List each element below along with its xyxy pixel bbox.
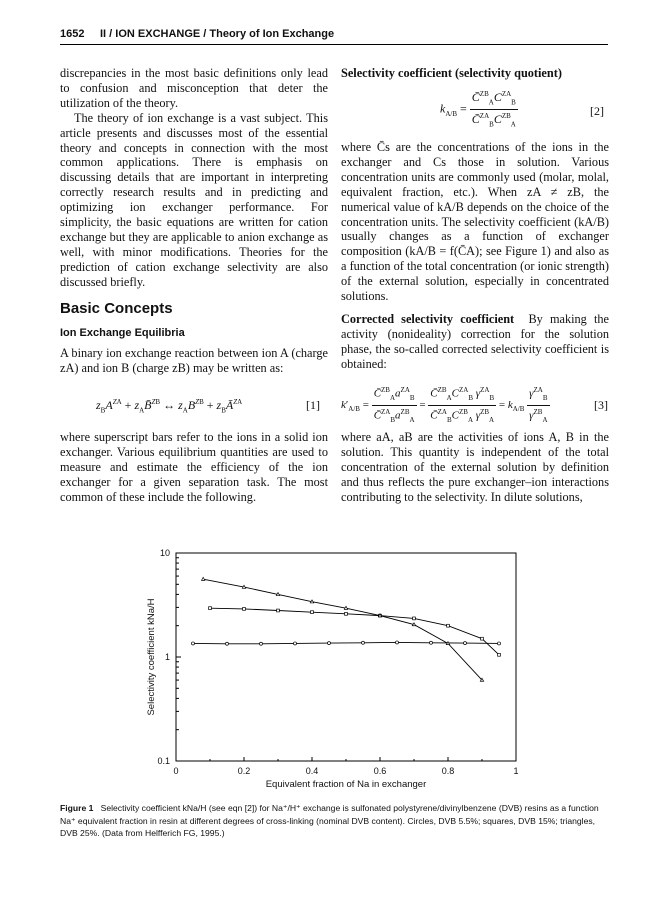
data-point-square bbox=[481, 637, 484, 640]
data-point-circle bbox=[430, 641, 433, 644]
data-point-circle bbox=[498, 642, 501, 645]
data-point-triangle bbox=[202, 577, 205, 580]
heading-basic-concepts: Basic Concepts bbox=[60, 300, 173, 317]
data-point-square bbox=[413, 617, 416, 620]
left-paragraph-2: The theory of ion exchange is a vast subject. This article presents and discusses most of the essential theory and concepts in connection with the most common applications. There is emphasis on discussing details that are important in interpreting correctly research results and in predicting and optimizing ion exchanger performance. For simplicity, the basic equations are written for cation exchange but they are applicable to anion exchange as well, with minor modifications. Theories for the prediction of cation exchange selectivity are also discussed briefly. bbox=[60, 110, 328, 289]
series-line-square bbox=[210, 608, 499, 655]
figure-1-caption bbox=[60, 802, 608, 840]
data-point-circle bbox=[260, 642, 263, 645]
data-point-circle bbox=[396, 641, 399, 644]
data-point-triangle bbox=[412, 623, 415, 626]
equation-3-number: [3] bbox=[594, 398, 608, 412]
y-tick-label: 0.1 bbox=[157, 756, 170, 766]
x-tick-label: 0.4 bbox=[305, 766, 319, 776]
data-point-triangle bbox=[344, 606, 347, 609]
header-rule bbox=[60, 44, 608, 45]
right-paragraph-6: where aA, aB are the activities of ions A, B in the solution. This quantity is independent of the total concentration of the external solution by definition and thus reflects the pure exchanger–ion interactions contributing to the selectivity. In dilute solutions, bbox=[341, 430, 609, 504]
series-line-triangle bbox=[203, 579, 482, 680]
data-point-circle bbox=[192, 642, 195, 645]
equation-2: $k_{A/B}$ = $\frac{C̄^{ZB}_AC^{ZA}_B}{C̄^{ZA}_BC^{ZB}_A}$ bbox=[440, 90, 516, 129]
y-tick-label: 10 bbox=[159, 548, 170, 558]
figure-1-caption-label: Figure 1 bbox=[60, 803, 94, 813]
data-point-triangle bbox=[480, 678, 483, 681]
data-point-triangle bbox=[446, 642, 449, 645]
right-paragraph-5: where C̄s are the concentrations of the ions in the exchanger and Cs those in solution. Various concentration units are commonly used (molar, molal, equivalent fraction, etc.). When zA ≠ zB, the numerical value of kA/B depends on the choice of the concentration units. The selectivity coefficient (kA/B) usually changes as a function of exchanger composition (kA/B = f(C̄A); see Figure 1) and also as a function of the total concentration (or ionic strength) of the external solution, especially in concentrated solutions. bbox=[341, 140, 609, 304]
data-point-square bbox=[243, 608, 246, 611]
left-paragraph-4: where superscript bars refer to the ions in a solid ion exchanger. Various equilibrium quantities are used to measure and estimate the efficiency of the ion exchanger for a given separation task. The most common of these include the following. bbox=[60, 430, 328, 504]
data-point-circle bbox=[362, 641, 365, 644]
data-point-triangle bbox=[378, 614, 381, 617]
corrected-selectivity-text: By making the activity (nonideality) correction for the solution phase, the so-called corrected selectivity coefficient is obtained: bbox=[341, 312, 609, 371]
data-point-circle bbox=[226, 642, 229, 645]
right-paragraph-corrected-wrap bbox=[341, 312, 609, 372]
data-point-square bbox=[498, 653, 501, 656]
right-paragraph-5-wrap bbox=[341, 140, 609, 304]
equation-1-number: [1] bbox=[306, 398, 320, 412]
data-point-circle bbox=[294, 642, 297, 645]
running-title: II / ION EXCHANGE / Theory of Ion Exchange bbox=[100, 28, 335, 40]
equation-3: $k'_{A/B}$ = $\frac{C̄^{ZB}_Aa^{ZA}_B}{C̄^{ZA}_Ba^{ZB}_A}$ = $\frac{C̄^{ZB}_AC^{ZA}_B \gamma^{ZA}_B}{C̄^{ZA}_BC^{ZB}_A \gamma^{ZB}_A}$ = $k_{A/B}$ $\frac{\gamma^{ZA}_B}{\gamma^{ZB}_A}$ bbox=[341, 386, 548, 424]
equation-1: $z_BA^{ZA}$ + $z_AB̄^{ZB}$ ↔ $z_AB^{ZB}$ + $z_BĀ^{ZA}$ bbox=[96, 398, 243, 415]
data-point-square bbox=[379, 614, 382, 617]
left-column bbox=[60, 66, 328, 290]
series-line-circle bbox=[193, 642, 499, 643]
data-point-triangle bbox=[242, 585, 245, 588]
corrected-selectivity-heading: Corrected selectivity coefficient bbox=[341, 312, 515, 326]
x-tick-label: 0.8 bbox=[441, 766, 455, 776]
data-point-square bbox=[209, 607, 212, 610]
right-paragraph-6-wrap bbox=[341, 430, 609, 505]
heading-selectivity-coefficient: Selectivity coefficient (selectivity quotient) bbox=[341, 66, 562, 80]
data-point-triangle bbox=[276, 593, 279, 596]
data-point-square bbox=[277, 609, 280, 612]
page-number: 1652 bbox=[60, 28, 85, 40]
y-tick-label: 1 bbox=[164, 652, 170, 662]
plot-frame bbox=[176, 553, 516, 761]
data-point-triangle bbox=[310, 600, 313, 603]
x-tick-label: 0.6 bbox=[373, 766, 387, 776]
heading-ion-exchange-equilibria: Ion Exchange Equilibria bbox=[60, 327, 185, 339]
x-tick-label: 0.2 bbox=[237, 766, 251, 776]
data-point-square bbox=[345, 612, 348, 615]
data-point-square bbox=[447, 624, 450, 627]
left-paragraph-4-wrap bbox=[60, 430, 328, 505]
figure-1-caption-text: Selectivity coefficient kNa/H (see eqn [2]) for Na⁺/H⁺ exchange is sulfonated polystyrene/divinylbenzene (DVB) resins as a function Na⁺ equivalent fraction in resin at different degrees of cross-linking (nominal DVB content). Circles, DVB 5.5%; squares, DVB 15%; triangles, DVB 25%. (Data from Helfferich FG, 1995.) bbox=[60, 803, 599, 838]
left-paragraph-3: A binary ion exchange reaction between ion A (charge zA) and ion B (charge zB) may be written as: bbox=[60, 346, 328, 375]
left-paragraph-3-wrap bbox=[60, 346, 328, 376]
left-paragraph-1: discrepancies in the most basic definitions only lead to confusion and misconception that deter the utilization of the theory. bbox=[60, 66, 328, 110]
data-point-square bbox=[311, 611, 314, 614]
x-tick-label: 1 bbox=[513, 766, 519, 776]
equation-2-number: [2] bbox=[590, 104, 604, 118]
y-axis-label: Selectivity coefficient kNa/H bbox=[146, 598, 157, 716]
x-axis-label: Equivalent fraction of Na in exchanger bbox=[265, 779, 427, 790]
x-tick-label: 0 bbox=[173, 766, 179, 776]
data-point-circle bbox=[464, 642, 467, 645]
data-point-circle bbox=[328, 642, 331, 645]
